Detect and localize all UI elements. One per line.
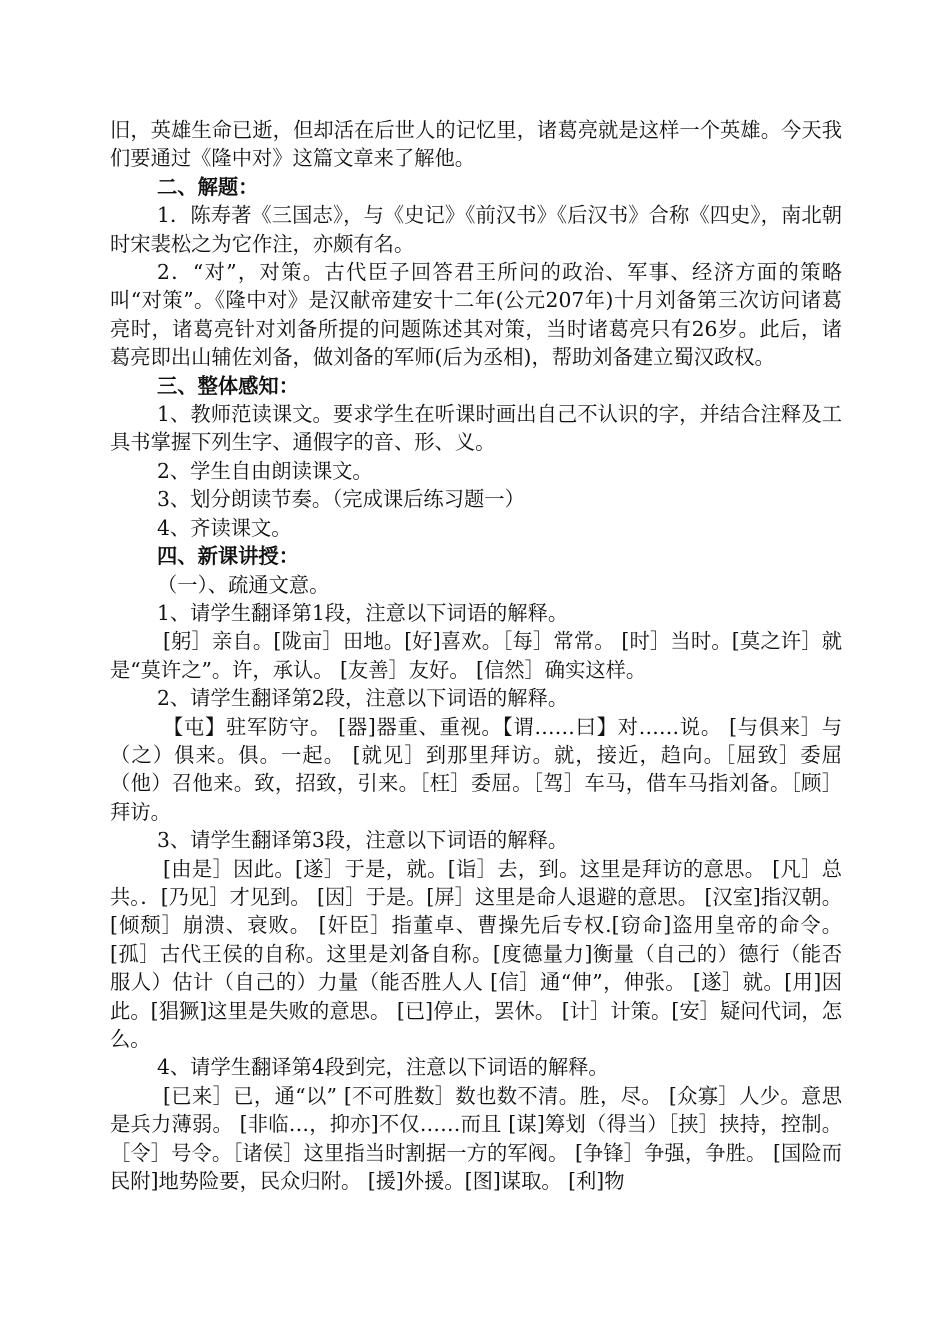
paragraph-glossary-1: [躬］亲自。[陇亩］田地。[好]喜欢。［每］常常。 [时］当时。[莫之许］就是“莫许之”。许，承认。 [友善］友好。 [信然］确实这样。 (110, 629, 842, 682)
paragraph-zhengti-1: 1、教师范读课文。要求学生在听课时画出自己不认识的字，并结合注释及工具书掌握下列生字、通假字的音、形、义。 (110, 402, 842, 455)
paragraph-zhengti-3: 3、划分朗读节奏。（完成课后练习题一） (157, 487, 525, 512)
paragraph-glossary-3: [由是］因此。[遂］于是，就。[诣］去，到。这里是拜访的意思。 [凡］总共。．[乃见］才见到。 [因］于是。[屏］这里是命人退避的意思。 [汉室]指汉朝。[倾颓］崩溃、衰败。 [奸臣］指董卓、曹操先后专权.[窃命]盗用皇帝的命令。 [孤］古代王侯的自称。这里是刘备自称。[度德量力]衡量（自己的）德行（能否服人）估计（自己的）力量（能否胜人人 [信］通“伸”，伸张。 [遂］就。[用]因此。[猖獗]这里是失败的意思。 [已]停止，罢休。 [计］计策。[安］疑问代词，怎么。 (110, 856, 842, 1051)
section-heading-xinke: 四、新课讲授： (157, 544, 299, 569)
document-page (110, 116, 842, 1195)
paragraph-glossary-2: 【屯】驻军防守。 [器]器重、重视。【谓……曰】对……说。 [与俱来］与（之）俱来。俱。一起。 [就见］到那里拜访。就，接近，趋向。［屈致］委屈（他）召他来。致，招致，引来。［枉］委屈。［驾］车马，借车马指刘备。［顾］拜访。 (110, 714, 842, 824)
paragraph-shutong: （一）、疏通文意。 (157, 572, 330, 597)
paragraph-translate-3: 3、请学生翻译第3段，注意以下词语的解释。 (157, 828, 569, 853)
paragraph-glossary-4: [已来］已，通“以” [不可胜数］数也数不清。胜，尽。 [众寡］人少。意思是兵力薄弱。 [非临…，抑亦]不仅……而且 [谋]筹划（得当）［挟］挟持，控制。［令］号令。［诸侯］这里指当时割据一方的军阀。 [争锋］争强，争胜。 [国险而民附]地势险要，民众归附。 [援]外援。[图]谋取。 [利]物 (110, 1083, 842, 1194)
paragraph-zhengti-4: 4、齐读课文。 (157, 515, 292, 540)
paragraph-jieti-2: 2．“对”，对策。古代臣子回答君王所问的政治、军事、经济方面的策略叫“对策”。《隆中对》是汉献帝建安十二年(公元207年)十月刘备第三次访问诸葛亮时，诸葛亮针对刘备所提的问题陈述其对策，当时诸葛亮只有26岁。此后，诸葛亮即出山辅佐刘备，做刘备的军师(后为丞相)，帮助刘备建立蜀汉政权。 (110, 260, 842, 370)
paragraph-zhengti-2: 2、学生自由朗读课文。 (157, 458, 373, 483)
paragraph-translate-1: 1、请学生翻译第1段，注意以下词语的解释。 (157, 600, 569, 625)
paragraph-intro: 旧，英雄生命已逝，但却活在后世人的记忆里，诸葛亮就是这样一个英雄。今天我们要通过《隆中对》这篇文章来了解他。 (110, 118, 842, 171)
paragraph-translate-2: 2、请学生翻译第2段，注意以下词语的解释。 (157, 686, 569, 711)
section-heading-zhengti: 三、整体感知： (157, 373, 299, 398)
paragraph-jieti-1: 1．陈寿著《三国志》，与《史记》《前汉书》《后汉书》合称《四史》，南北朝时宋裴松之为它作注，亦颇有名。 (110, 203, 842, 256)
paragraph-translate-4: 4、请学生翻译第4段到完，注意以下词语的解释。 (157, 1055, 609, 1080)
section-heading-jieti: 二、解题： (157, 174, 259, 199)
